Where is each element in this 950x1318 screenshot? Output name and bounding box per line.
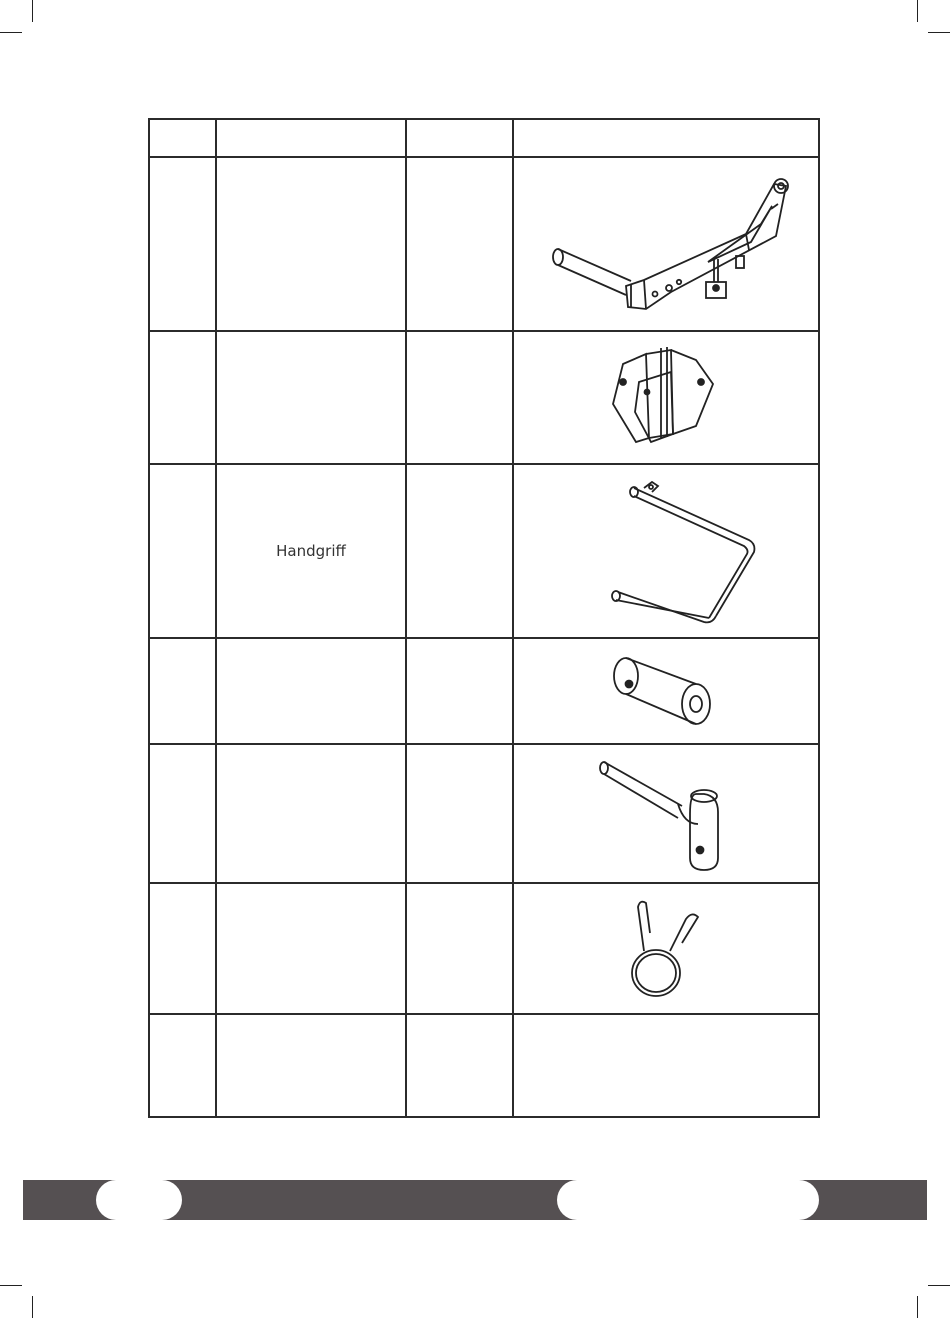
row-description [216, 1014, 406, 1117]
row-image-cell [513, 883, 819, 1013]
row-description [216, 157, 406, 331]
row-qty-cell [406, 157, 513, 331]
crop-mark [0, 1285, 22, 1286]
row-number-cell [149, 464, 216, 638]
table-header-row [149, 119, 819, 157]
crop-mark [928, 1285, 950, 1286]
crop-mark [917, 0, 918, 22]
row-image-cell [513, 157, 819, 331]
row-qty-cell [406, 331, 513, 464]
table-row [149, 638, 819, 744]
row-image-cell [513, 464, 819, 638]
table-row [149, 331, 819, 464]
table-row [149, 1014, 819, 1117]
row-number-cell [149, 1014, 216, 1117]
crop-mark [32, 1296, 33, 1318]
spring-clip-icon [616, 893, 716, 1003]
row-number-cell [149, 157, 216, 331]
header-cell-image [513, 119, 819, 157]
row-image-cell [513, 638, 819, 744]
row-qty-cell [406, 1014, 513, 1117]
row-qty-cell [406, 464, 513, 638]
table-row [149, 157, 819, 331]
header-cell-qty [406, 119, 513, 157]
crop-mark [917, 1296, 918, 1318]
footer-bar [23, 1180, 927, 1220]
row-number-cell [149, 331, 216, 464]
row-number-cell [149, 883, 216, 1013]
row-image-cell [513, 1014, 819, 1117]
page-number-pill-left [96, 1180, 182, 1220]
row-number-cell [149, 744, 216, 883]
row-description [216, 744, 406, 883]
row-image-cell [513, 331, 819, 464]
page-number-pill-right [557, 1180, 819, 1220]
crop-mark [32, 0, 33, 22]
row-description [216, 331, 406, 464]
roller-sleeve-icon [596, 646, 736, 736]
parts-table [148, 118, 820, 1118]
bracket-plate-icon [601, 342, 731, 452]
row-description [216, 883, 406, 1013]
swing-arm-icon [536, 164, 796, 324]
pull-pin-icon [586, 754, 746, 874]
crop-mark [0, 32, 22, 33]
header-cell-no [149, 119, 216, 157]
row-qty-cell [406, 638, 513, 744]
row-image-cell [513, 744, 819, 883]
handle-bar-icon [604, 468, 804, 633]
row-description: Handgriff [216, 464, 406, 638]
crop-mark [928, 32, 950, 33]
row-description [216, 638, 406, 744]
table-row [149, 464, 819, 638]
row-qty-cell [406, 883, 513, 1013]
row-qty-cell [406, 744, 513, 883]
header-cell-description [216, 119, 406, 157]
row-number-cell [149, 638, 216, 744]
table-row [149, 883, 819, 1013]
table-row [149, 744, 819, 883]
